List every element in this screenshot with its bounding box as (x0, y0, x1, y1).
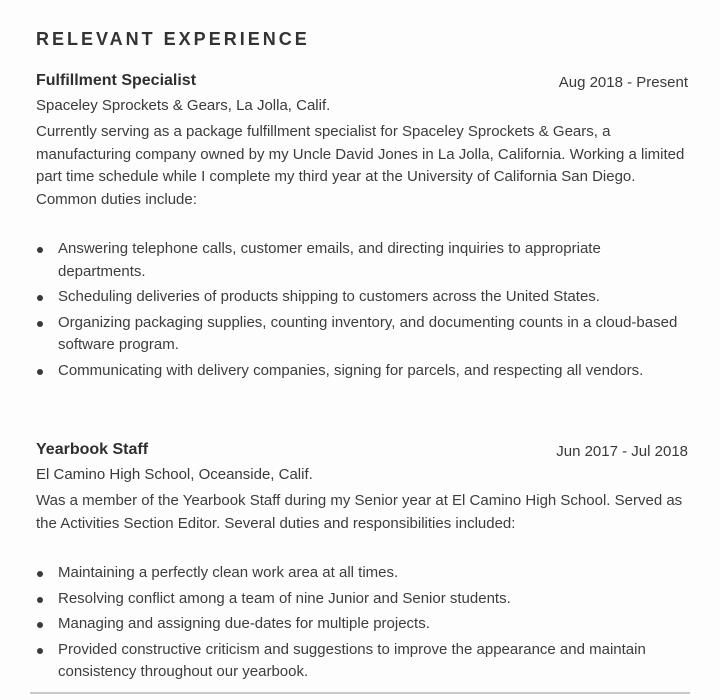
list-item (36, 562, 688, 585)
duties-list (36, 238, 688, 382)
list-item (36, 360, 688, 383)
bullet-icon (37, 597, 43, 603)
list-item (36, 286, 688, 309)
list-item-text: Resolving conflict among a team of nine Junior and Senior students. (58, 589, 511, 607)
bullet-icon (37, 369, 43, 375)
duties-list (36, 562, 688, 684)
list-item-text: Communicating with delivery companies, signing for parcels, and respecting all vendors. (58, 361, 644, 379)
job-description: Was a member of the Yearbook Staff during my Senior year at El Camino High School. Served as the Activities Section Editor. Several duties and responsibilities included: (36, 492, 683, 532)
job-dates: Jun 2017 - Jul 2018 (556, 443, 688, 460)
bullet-icon (37, 247, 43, 253)
bullet-icon (37, 648, 43, 654)
job-description: Currently serving as a package fulfillment specialist for Spaceley Sprockets & Gears, a manufacturing company owned by my Uncle David Jones in La Jolla, California. Working a limited part time schedule while I complete my third year at the University of California San Diego. Common duties include: (36, 123, 685, 208)
bullet-icon (37, 622, 43, 628)
job-title: Yearbook Staff (36, 441, 149, 458)
list-item-text: Organizing packaging supplies, counting inventory, and documenting counts in a cloud-based software program. (58, 313, 678, 353)
list-item-text: Maintaining a perfectly clean work area at all times. (58, 564, 399, 581)
list-item (36, 238, 688, 283)
list-item (36, 613, 688, 636)
job-header (36, 72, 688, 94)
bullet-icon (37, 295, 43, 301)
list-item-text: Scheduling deliveries of products shipping to customers across the United States. (58, 288, 600, 305)
job-header (36, 441, 688, 463)
section-heading: RELEVANT EXPERIENCE (36, 29, 310, 49)
job-title: Fulfillment Specialist (36, 72, 197, 89)
list-item-text: Provided constructive criticism and suggestions to improve the appearance and maintain consistency throughout our yearbook. (58, 640, 646, 680)
job-entry-fulfillment-specialist (36, 72, 688, 385)
job-dates: Aug 2018 - Present (558, 74, 688, 91)
list-item (36, 639, 688, 684)
list-item (36, 588, 688, 611)
job-company: El Camino High School, Oceanside, Calif. (36, 466, 313, 483)
bullet-icon (37, 321, 43, 327)
page-divider (30, 692, 690, 694)
job-entry-yearbook-staff (36, 441, 688, 687)
job-company: Spaceley Sprockets & Gears, La Jolla, Calif. (36, 97, 331, 114)
list-item (36, 312, 688, 357)
list-item-text: Managing and assigning due-dates for multiple projects. (58, 615, 430, 632)
list-item-text: Answering telephone calls, customer emails, and directing inquiries to appropriate departments. (58, 240, 601, 280)
bullet-icon (37, 571, 43, 577)
